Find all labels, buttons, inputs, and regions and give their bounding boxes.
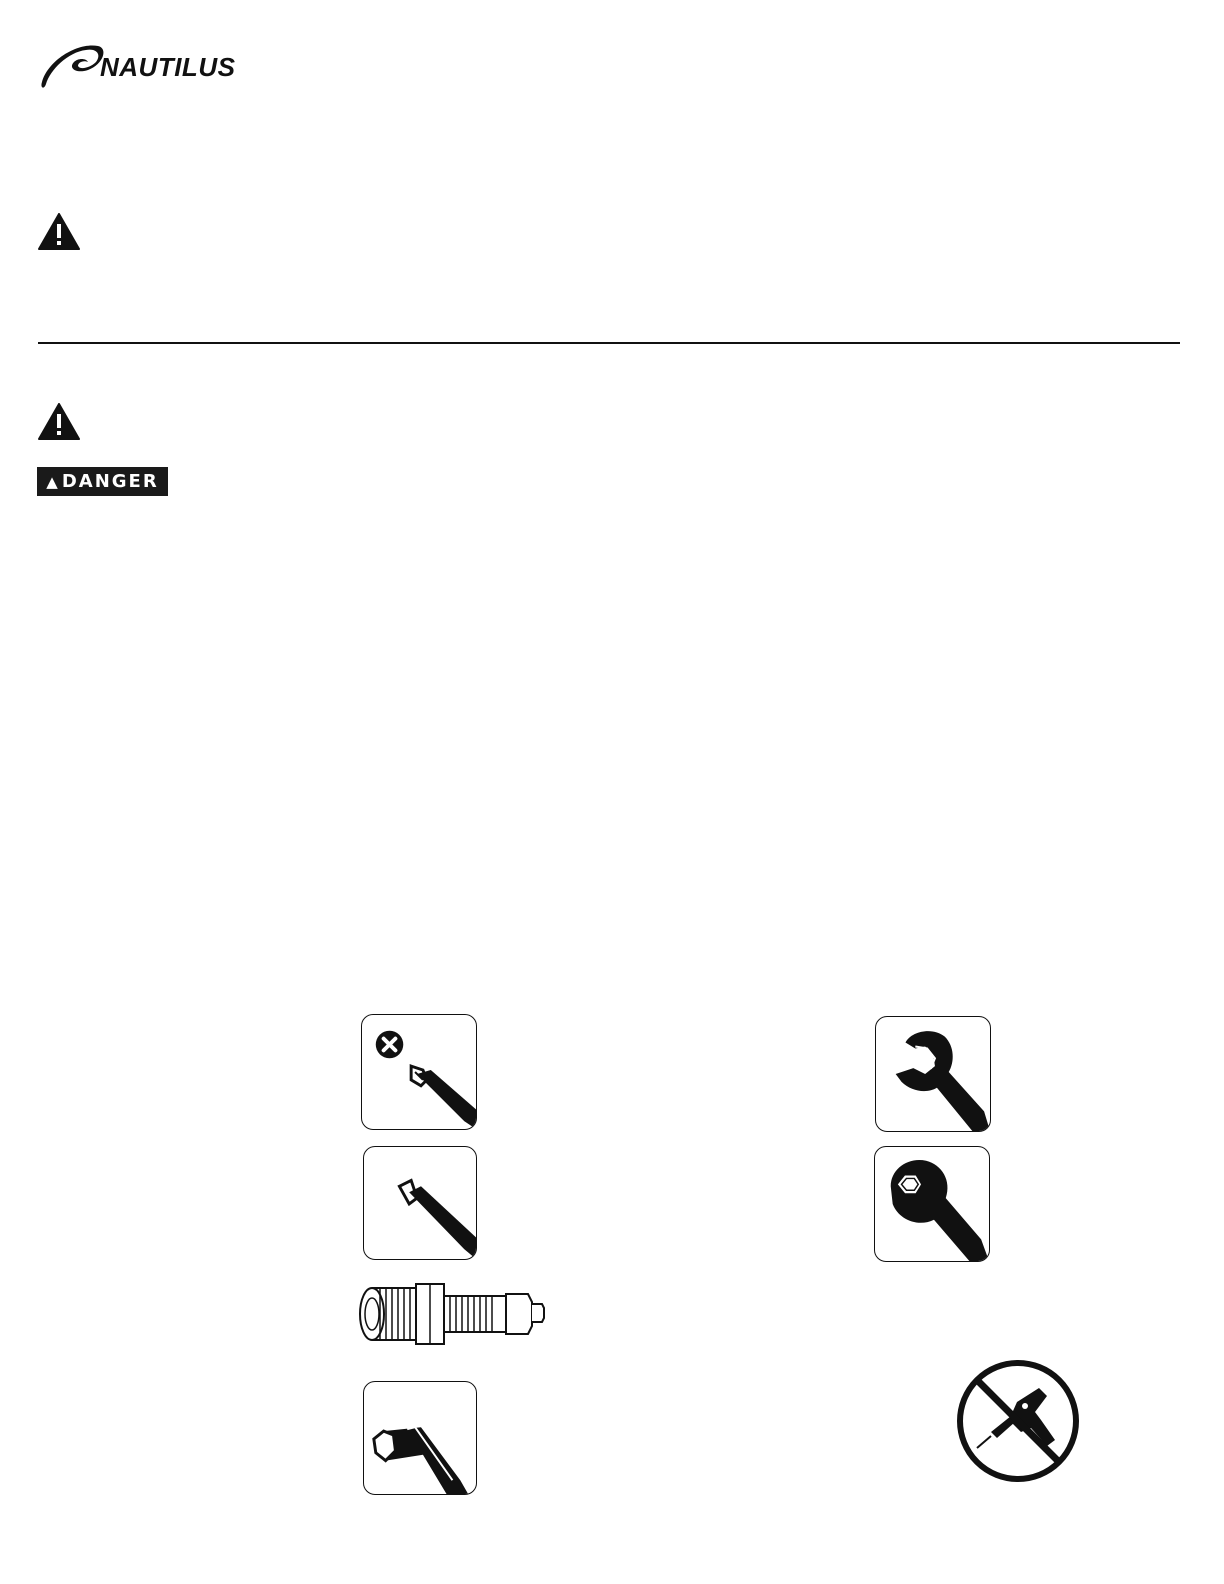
no-power-tools-icon	[955, 1358, 1081, 1484]
danger-label-text: DANGER	[61, 471, 159, 492]
nautilus-swirl-icon	[38, 38, 108, 94]
brand-name: NAUTILUS	[100, 52, 236, 82]
warning-triangle-icon	[38, 403, 80, 441]
hex-key-icon	[363, 1381, 477, 1495]
phillips-screwdriver-icon	[361, 1014, 477, 1130]
open-end-wrench-icon	[875, 1016, 991, 1132]
danger-label	[37, 467, 168, 496]
flathead-screwdriver-icon	[363, 1146, 477, 1260]
danger-triangle-icon: ▲	[46, 472, 58, 491]
threaded-bolt-icon	[356, 1276, 548, 1346]
nautilus-logo	[38, 38, 278, 94]
box-end-wrench-icon	[874, 1146, 990, 1262]
section-divider	[38, 342, 1180, 344]
warning-triangle-icon	[38, 213, 80, 251]
